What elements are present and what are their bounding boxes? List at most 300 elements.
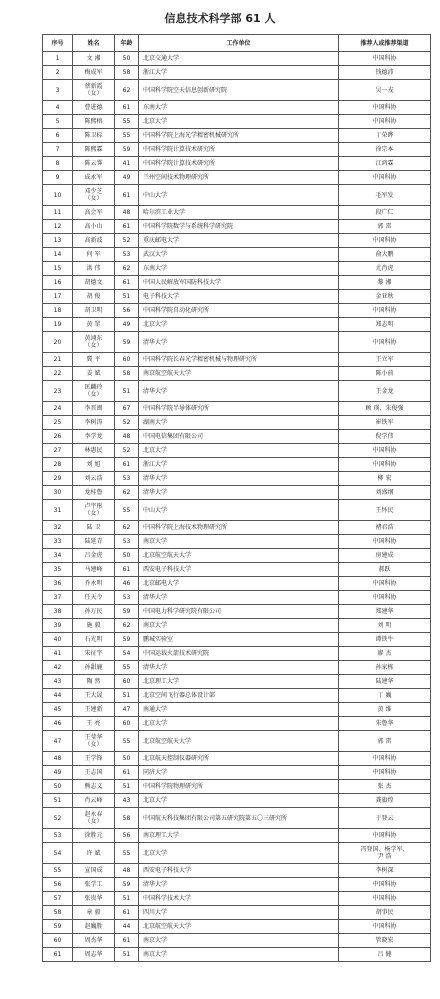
- row-unit: 北京大学: [139, 444, 339, 458]
- row-age: 61: [115, 220, 139, 234]
- row-name: 章 毅: [73, 906, 115, 920]
- table-row: [43, 171, 431, 185]
- table-row: [43, 185, 431, 206]
- row-index: 4: [43, 101, 73, 115]
- row-age: 55: [115, 731, 139, 752]
- table-row: [43, 129, 431, 143]
- row-index: 36: [43, 577, 73, 591]
- row-index: 6: [43, 129, 73, 143]
- row-recommender: 丁 巍: [339, 689, 431, 703]
- row-recommender: 李树深: [339, 864, 431, 878]
- table-row: [43, 381, 431, 402]
- row-unit: 重庆邮电大学: [139, 234, 339, 248]
- row-name: 梅成军: [73, 66, 115, 80]
- table-row: [43, 234, 431, 248]
- row-unit: 清华大学: [139, 878, 339, 892]
- table-row: [43, 864, 431, 878]
- table-row: [43, 367, 431, 381]
- row-age: 53: [115, 472, 139, 486]
- row-index: 43: [43, 675, 73, 689]
- row-recommender: 王怀民: [339, 500, 431, 521]
- row-index: 11: [43, 206, 73, 220]
- row-name: 张贵华: [73, 892, 115, 906]
- row-index: 5: [43, 115, 73, 129]
- row-unit: 中国科学院上海技术物理研究所: [139, 521, 339, 535]
- row-unit: 南京大学: [139, 948, 339, 962]
- table-row: [43, 143, 431, 157]
- row-age: 48: [115, 430, 139, 444]
- row-unit: 中国科学院计算技术研究所: [139, 157, 339, 171]
- row-index: 29: [43, 472, 73, 486]
- row-unit: 北京空间飞行器总体设计部: [139, 689, 339, 703]
- row-name: 陶 然: [73, 675, 115, 689]
- row-unit: 中国科学院上海光学精密机械研究所: [139, 129, 339, 143]
- table-row: [43, 675, 431, 689]
- table-row: [43, 563, 431, 577]
- row-name: 周杰华: [73, 934, 115, 948]
- row-unit: 清华大学: [139, 591, 339, 605]
- row-age: 50: [115, 549, 139, 563]
- table-row: [43, 906, 431, 920]
- row-recommender: 褚君浩: [339, 521, 431, 535]
- table-row: [43, 248, 431, 262]
- row-unit: 南京航空航天大学: [139, 367, 339, 381]
- row-unit: 中国科学院自动化研究所: [139, 304, 339, 318]
- row-name: 张学工: [73, 878, 115, 892]
- row-index: 55: [43, 864, 73, 878]
- table-row: [43, 780, 431, 794]
- row-recommender: 中国科协: [339, 444, 431, 458]
- row-unit: 西安电子科技大学: [139, 864, 339, 878]
- row-recommender: 中国科协: [339, 920, 431, 934]
- row-recommender: 崔铁军: [339, 416, 431, 430]
- row-name: 高新波: [73, 234, 115, 248]
- row-name: 胡卫明: [73, 304, 115, 318]
- row-index: 7: [43, 143, 73, 157]
- table-row: [43, 766, 431, 780]
- row-age: 62: [115, 619, 139, 633]
- row-index: 24: [43, 402, 73, 416]
- row-recommender: 俞大鹏: [339, 248, 431, 262]
- row-index: 15: [43, 262, 73, 276]
- row-name: 匡麟玲 （女）: [73, 381, 115, 402]
- row-recommender: 徐宗本: [339, 143, 431, 157]
- row-age: 59: [115, 633, 139, 647]
- row-recommender: 中国科协: [339, 878, 431, 892]
- row-age: 43: [115, 794, 139, 808]
- row-unit: 中山大学: [139, 185, 339, 206]
- row-recommender: 陆建华: [339, 675, 431, 689]
- table-row: [43, 458, 431, 472]
- row-name: 黄翊东 （女）: [73, 332, 115, 353]
- table-row: [43, 829, 431, 843]
- row-age: 49: [115, 318, 139, 332]
- row-unit: 中国科学院数学与系统科学研究院: [139, 220, 339, 234]
- row-recommender: 中国科协: [339, 115, 431, 129]
- row-index: 40: [43, 633, 73, 647]
- row-index: 14: [43, 248, 73, 262]
- row-unit: 北京交通大学: [139, 52, 339, 66]
- row-name: 孙万民: [73, 605, 115, 619]
- row-recommender: 龚旗煌: [339, 794, 431, 808]
- row-name: 陈云霁: [73, 157, 115, 171]
- row-unit: 哈尔滨工业大学: [139, 206, 339, 220]
- row-unit: 鹏城实验室: [139, 633, 339, 647]
- row-name: 林惠民: [73, 444, 115, 458]
- table-row: [43, 920, 431, 934]
- row-name: 李晋闽: [73, 402, 115, 416]
- row-recommender: 中国科协: [339, 458, 431, 472]
- row-age: 60: [115, 353, 139, 367]
- row-index: 45: [43, 703, 73, 717]
- row-index: 41: [43, 647, 73, 661]
- row-index: 22: [43, 367, 73, 381]
- row-recommender: 丁荣晔: [339, 129, 431, 143]
- nominee-table: [42, 34, 431, 962]
- row-age: 55: [115, 129, 139, 143]
- row-name: 王志国: [73, 766, 115, 780]
- row-age: 62: [115, 521, 139, 535]
- row-name: 任天令: [73, 591, 115, 605]
- table-row: [43, 66, 431, 80]
- row-name: 胡德文: [73, 276, 115, 290]
- row-recommender: 郭 雷: [339, 731, 431, 752]
- row-index: 35: [43, 563, 73, 577]
- row-name: 李学龙: [73, 430, 115, 444]
- table-body: [43, 52, 431, 962]
- row-age: 59: [115, 332, 139, 353]
- row-age: 58: [115, 66, 139, 80]
- row-index: 13: [43, 234, 73, 248]
- row-age: 59: [115, 143, 139, 157]
- row-name: 陈熙榕: [73, 115, 115, 129]
- row-name: 王建新: [73, 703, 115, 717]
- row-unit: 清华大学: [139, 661, 339, 675]
- row-unit: 中国人民解放军国防科技大学: [139, 276, 339, 290]
- row-recommender: 黄 维: [339, 703, 431, 717]
- row-recommender: 黎 湘: [339, 276, 431, 290]
- row-recommender: 毛军发: [339, 185, 431, 206]
- table-row: [43, 619, 431, 633]
- table-row: [43, 318, 431, 332]
- row-index: 57: [43, 892, 73, 906]
- row-age: 51: [115, 689, 139, 703]
- table-row: [43, 647, 431, 661]
- row-age: 54: [115, 647, 139, 661]
- row-name: 龙桂鲁: [73, 486, 115, 500]
- row-index: 46: [43, 717, 73, 731]
- row-recommender: 郝跃: [339, 563, 431, 577]
- row-index: 3: [43, 80, 73, 101]
- row-age: 61: [115, 906, 139, 920]
- row-index: 16: [43, 276, 73, 290]
- row-unit: 北京航空航天大学: [139, 549, 339, 563]
- row-index: 52: [43, 808, 73, 829]
- document-title: 信息技术科学部 61 人: [164, 12, 276, 25]
- row-age: 60: [115, 717, 139, 731]
- row-index: 21: [43, 353, 73, 367]
- row-age: 55: [115, 115, 139, 129]
- row-unit: 清华大学: [139, 332, 339, 353]
- row-name: 陆 卫: [73, 521, 115, 535]
- row-name: 王大晟: [73, 689, 115, 703]
- table-row: [43, 577, 431, 591]
- row-age: 52: [115, 416, 139, 430]
- row-recommender: 陈小前: [339, 367, 431, 381]
- row-index: 27: [43, 444, 73, 458]
- row-unit: 武汉大学: [139, 248, 339, 262]
- row-age: 62: [115, 80, 139, 101]
- row-index: 54: [43, 843, 73, 864]
- row-recommender: 孙家栋: [339, 661, 431, 675]
- row-name: 文 湘: [73, 52, 115, 66]
- row-age: 67: [115, 402, 139, 416]
- row-recommender: 胡事民: [339, 906, 431, 920]
- row-name: 周志华: [73, 948, 115, 962]
- row-name: 刘云浩: [73, 472, 115, 486]
- row-age: 51: [115, 948, 139, 962]
- row-name: 曹进德: [73, 101, 115, 115]
- row-recommender: 吴一戎: [339, 80, 431, 101]
- row-unit: 北京航空航天大学: [139, 731, 339, 752]
- row-name: 施 毅: [73, 619, 115, 633]
- row-age: 52: [115, 234, 139, 248]
- row-name: 乔永明: [73, 577, 115, 591]
- row-index: 58: [43, 906, 73, 920]
- table-row: [43, 430, 431, 444]
- row-age: 61: [115, 563, 139, 577]
- header-recommender: 推荐人或推荐渠道: [339, 35, 431, 52]
- row-recommender: 吕 健: [339, 948, 431, 962]
- table-row: [43, 157, 431, 171]
- row-index: 38: [43, 605, 73, 619]
- row-age: 53: [115, 591, 139, 605]
- row-age: 44: [115, 920, 139, 934]
- row-name: 何 军: [73, 248, 115, 262]
- row-index: 39: [43, 619, 73, 633]
- table-row: [43, 703, 431, 717]
- row-recommender: 顾 瑛、朱俊强: [339, 402, 431, 416]
- row-age: 61: [115, 185, 139, 206]
- row-unit: 中国科学院半导体研究所: [139, 402, 339, 416]
- row-name: 卢宇彤 （女）: [73, 500, 115, 521]
- row-age: 51: [115, 290, 139, 304]
- table-row: [43, 290, 431, 304]
- row-recommender: 中国科协: [339, 591, 431, 605]
- row-age: 48: [115, 864, 139, 878]
- row-index: 1: [43, 52, 73, 66]
- row-name: 姜 斌: [73, 367, 115, 381]
- row-name: 成永军: [73, 171, 115, 185]
- row-unit: 北京航天控制仪器研究所: [139, 752, 339, 766]
- row-index: 47: [43, 731, 73, 752]
- row-unit: 北京理工大学: [139, 675, 339, 689]
- table-header-row: [43, 35, 431, 52]
- row-index: 9: [43, 171, 73, 185]
- table-row: [43, 444, 431, 458]
- row-recommender: 段广仁: [339, 206, 431, 220]
- row-unit: 北京大学: [139, 843, 339, 864]
- header-age: 年龄: [115, 35, 139, 52]
- row-index: 34: [43, 549, 73, 563]
- row-unit: 中山大学: [139, 500, 339, 521]
- row-age: 61: [115, 934, 139, 948]
- row-unit: 中国科学院计算技术研究所: [139, 143, 339, 157]
- row-unit: 南京大学: [139, 535, 339, 549]
- row-index: 44: [43, 689, 73, 703]
- header-index: 序号: [43, 35, 73, 52]
- table-row: [43, 591, 431, 605]
- row-name: 高小山: [73, 220, 115, 234]
- row-name: 王 亮: [73, 717, 115, 731]
- row-age: 47: [115, 703, 139, 717]
- row-age: 51: [115, 381, 139, 402]
- row-index: 61: [43, 948, 73, 962]
- row-unit: 清华大学: [139, 472, 339, 486]
- row-index: 23: [43, 381, 73, 402]
- row-age: 50: [115, 52, 139, 66]
- row-unit: 东南大学: [139, 262, 339, 276]
- row-unit: 清华大学: [139, 486, 339, 500]
- row-name: 冀 平: [73, 353, 115, 367]
- row-name: 李树涛: [73, 416, 115, 430]
- table-row: [43, 878, 431, 892]
- row-age: 53: [115, 248, 139, 262]
- row-index: 8: [43, 157, 73, 171]
- row-recommender: 中国科协: [339, 171, 431, 185]
- row-unit: 南京大学: [139, 619, 339, 633]
- row-unit: 中国航天科技集团有限公司第五研究院第五〇三研究所: [139, 808, 339, 829]
- row-name: 洪 伟: [73, 262, 115, 276]
- table-row: [43, 605, 431, 619]
- row-name: 宋征宇: [73, 647, 115, 661]
- row-age: 60: [115, 675, 139, 689]
- row-recommender: 朱鲁华: [339, 717, 431, 731]
- row-name: 胡 俊: [73, 290, 115, 304]
- row-recommender: 郭 雷: [339, 220, 431, 234]
- row-unit: 四川大学: [139, 906, 339, 920]
- row-age: 62: [115, 262, 139, 276]
- row-recommender: 中国科协: [339, 577, 431, 591]
- row-recommender: 中国科协: [339, 101, 431, 115]
- row-recommender: 王立军: [339, 353, 431, 367]
- table-row: [43, 752, 431, 766]
- row-age: 55: [115, 661, 139, 675]
- table-row: [43, 689, 431, 703]
- table-row: [43, 843, 431, 864]
- row-age: 61: [115, 766, 139, 780]
- table-row: [43, 332, 431, 353]
- row-name: 赵永春 （女）: [73, 808, 115, 829]
- row-index: 48: [43, 752, 73, 766]
- row-name: 刘 旭: [73, 458, 115, 472]
- row-recommender: 中国科协: [339, 752, 431, 766]
- row-name: 邓少芝 （女）: [73, 185, 115, 206]
- table-row: [43, 206, 431, 220]
- row-recommender: 刘 明: [339, 619, 431, 633]
- row-recommender: 中国科协: [339, 52, 431, 66]
- row-name: 肖云峰: [73, 794, 115, 808]
- row-name: 陈熙霖: [73, 143, 115, 157]
- row-recommender: 刘盛纲: [339, 486, 431, 500]
- row-unit: 同济大学: [139, 766, 339, 780]
- row-recommender: 管晓宏: [339, 934, 431, 948]
- row-recommender: 郑志明: [339, 318, 431, 332]
- row-index: 10: [43, 185, 73, 206]
- table-row: [43, 633, 431, 647]
- row-index: 25: [43, 416, 73, 430]
- header-name: 姓名: [73, 35, 115, 52]
- row-index: 53: [43, 829, 73, 843]
- row-recommender: 中国科协: [339, 766, 431, 780]
- row-age: 55: [115, 500, 139, 521]
- table-row: [43, 521, 431, 535]
- row-index: 30: [43, 486, 73, 500]
- row-index: 31: [43, 500, 73, 521]
- table-row: [43, 276, 431, 290]
- table-row: [43, 934, 431, 948]
- row-name: 徐胜元: [73, 829, 115, 843]
- row-unit: 清华大学: [139, 381, 339, 402]
- row-recommender: 倪学伟: [339, 430, 431, 444]
- row-age: 53: [115, 535, 139, 549]
- row-index: 33: [43, 535, 73, 549]
- row-unit: 南通大学: [139, 703, 339, 717]
- row-unit: 东南大学: [139, 101, 339, 115]
- row-age: 49: [115, 171, 139, 185]
- table-row: [43, 220, 431, 234]
- row-age: 48: [115, 206, 139, 220]
- table-row: [43, 500, 431, 521]
- row-recommender: 中国科协: [339, 892, 431, 906]
- row-recommender: 郑建华: [339, 605, 431, 619]
- row-age: 61: [115, 276, 139, 290]
- row-recommender: 张 杰: [339, 780, 431, 794]
- row-recommender: 中国科协: [339, 234, 431, 248]
- row-unit: 中国科学技术大学: [139, 892, 339, 906]
- row-unit: 北京邮电大学: [139, 577, 339, 591]
- row-age: 51: [115, 780, 139, 794]
- row-age: 46: [115, 577, 139, 591]
- row-unit: 北京大学: [139, 115, 339, 129]
- row-recommender: 王金龙: [339, 381, 431, 402]
- table-row: [43, 808, 431, 829]
- row-name: 石光明: [73, 633, 115, 647]
- row-age: 50: [115, 752, 139, 766]
- row-name: 黄 罡: [73, 318, 115, 332]
- row-index: 59: [43, 920, 73, 934]
- row-age: 58: [115, 808, 139, 829]
- row-index: 19: [43, 318, 73, 332]
- row-unit: 电子科技大学: [139, 290, 339, 304]
- row-name: 宣国成: [73, 864, 115, 878]
- table-row: [43, 731, 431, 752]
- row-index: 51: [43, 794, 73, 808]
- row-index: 2: [43, 66, 73, 80]
- row-unit: 兰州空间技术物理研究所: [139, 171, 339, 185]
- row-age: 52: [115, 444, 139, 458]
- row-age: 56: [115, 304, 139, 318]
- row-name: 吕金虎: [73, 549, 115, 563]
- row-index: 17: [43, 290, 73, 304]
- row-age: 59: [115, 605, 139, 619]
- table-row: [43, 115, 431, 129]
- table-row: [43, 416, 431, 430]
- row-name: 陆延青: [73, 535, 115, 549]
- row-age: 59: [115, 878, 139, 892]
- row-index: 26: [43, 430, 73, 444]
- table-row: [43, 535, 431, 549]
